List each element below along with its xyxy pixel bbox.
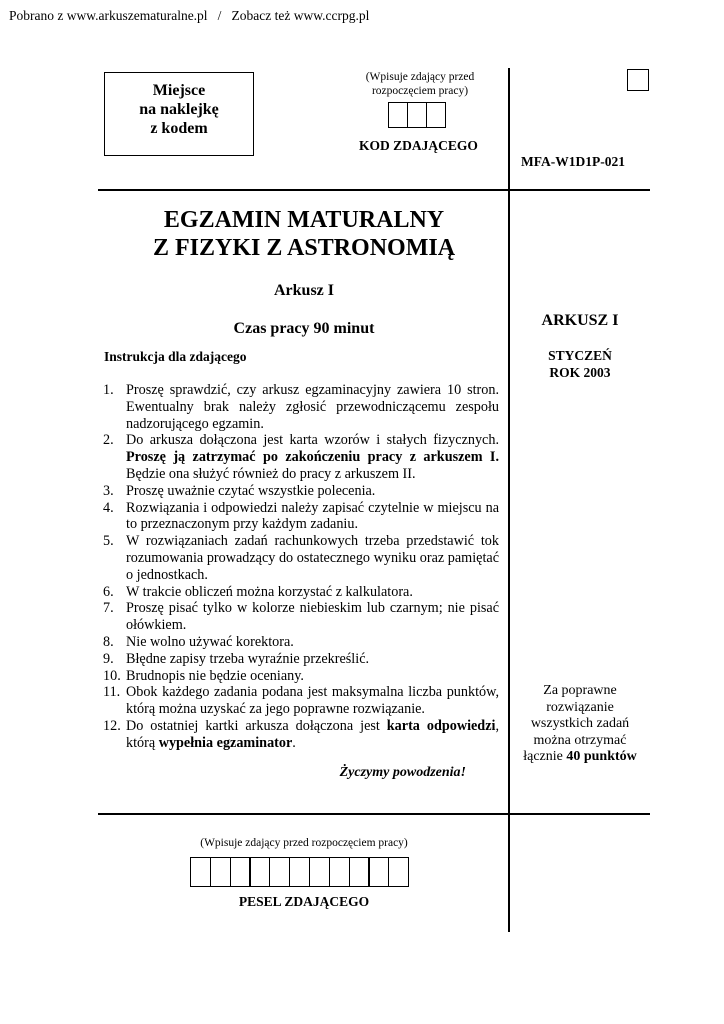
- instruction-emphasis: Proszę ją zatrzymać po zakończeniu pracy z arkuszem I.: [126, 449, 499, 466]
- instruction-number: 4.: [103, 499, 114, 516]
- pesel-digit-box[interactable]: [269, 857, 290, 887]
- instruction-number: 10.: [103, 667, 121, 684]
- points-total-line: [510, 749, 650, 766]
- pesel-digit-box[interactable]: [190, 857, 211, 887]
- pesel-digit-box[interactable]: [388, 857, 409, 887]
- instruction-number: 2.: [103, 432, 114, 449]
- exam-title: [100, 206, 508, 262]
- instruction-item: [103, 651, 499, 668]
- pesel-digit-box[interactable]: [289, 857, 310, 887]
- instruction-text: Brudnopis nie będzie oceniany.: [126, 667, 304, 684]
- pesel-digit-box[interactable]: [210, 857, 231, 887]
- exam-code: MFA-W1D1P-021: [521, 154, 625, 169]
- instruction-text: Nie wolno używać korektora.: [126, 633, 294, 650]
- instruction-text: Będzie ona służyć również do pracy z arkuszem II.: [126, 465, 416, 482]
- points-line: Za poprawne: [543, 683, 617, 698]
- pesel-digit-box[interactable]: [249, 857, 270, 887]
- instructions-list: [103, 382, 499, 752]
- instruction-text: W trakcie obliczeń można korzystać z kalkulatora.: [126, 583, 413, 600]
- title-line: Z FIZYKI Z ASTRONOMIĄ: [152, 235, 456, 261]
- instruction-text: .: [292, 734, 296, 751]
- corner-checkbox[interactable]: [627, 69, 649, 91]
- instruction-text: Do arkusza dołączona jest karta wzorów i stałych fizycznych.: [126, 432, 499, 449]
- instruction-text: Do ostatniej kartki arkusza dołączona jest: [126, 717, 387, 734]
- code-digit-box[interactable]: [388, 102, 408, 128]
- side-points-info: [510, 683, 650, 766]
- instruction-item: [103, 483, 499, 500]
- instruction-emphasis: karta odpowiedzi: [386, 717, 496, 734]
- points-prefix: łącznie: [523, 749, 567, 764]
- points-line: rozwiązanie: [546, 699, 614, 715]
- date-month: STYCZEŃ: [548, 348, 612, 363]
- bottom-divider: [98, 813, 650, 815]
- instruction-number: 9.: [103, 650, 114, 667]
- title-line: EGZAMIN MATURALNY: [163, 207, 445, 233]
- pesel-digit-box[interactable]: [349, 857, 370, 887]
- side-date: [510, 347, 650, 381]
- top-divider: [98, 189, 650, 191]
- instruction-number: 11.: [103, 684, 121, 701]
- instruction-number: 7.: [103, 600, 114, 617]
- pesel-digit-box[interactable]: [329, 857, 350, 887]
- candidate-code-boxes[interactable]: [388, 102, 446, 128]
- sticker-line: Miejsce: [152, 82, 206, 99]
- instruction-text: W rozwiązaniach zadań rachunkowych trzeba przedstawić tok rozumowania prowadzący do ostatecznego wyniku oraz pamiętać o jednostkach.: [126, 533, 499, 583]
- instruction-text: Proszę sprawdzić, czy arkusz egzaminacyjny zawiera 10 stron. Ewentualny brak należy zgłosić przewodniczącemu zespołu nadzorującego egzamin.: [126, 382, 499, 432]
- instruction-number: 6.: [103, 583, 114, 600]
- note-line: (Wpisuje zdający przed: [365, 71, 475, 83]
- pesel-digit-box[interactable]: [309, 857, 330, 887]
- sticker-line: na naklejkę: [139, 101, 219, 118]
- points-line: można otrzymać: [533, 732, 627, 748]
- code-digit-box[interactable]: [407, 102, 427, 128]
- instruction-number: 3.: [103, 482, 114, 499]
- vertical-divider: [508, 68, 510, 932]
- note-line: rozpoczęciem pracy): [371, 85, 469, 97]
- instruction-item: [103, 668, 499, 685]
- source-line: Pobrano z www.arkuszematuralne.pl / Zobacz też www.ccrpg.pl: [9, 8, 370, 23]
- instruction-number: 1.: [103, 382, 114, 398]
- points-total: 40 punktów: [566, 749, 637, 764]
- candidate-code-note: [340, 70, 500, 98]
- instruction-item: [103, 432, 499, 482]
- instruction-emphasis: wypełnia egzaminator: [158, 734, 293, 751]
- instructions-heading: Instrukcja dla zdającego: [104, 349, 247, 364]
- duration-label: Czas pracy 90 minut: [233, 320, 375, 337]
- pesel-label: PESEL ZDAJĄCEGO: [238, 894, 370, 909]
- instruction-item: [103, 634, 499, 651]
- code-digit-box[interactable]: [426, 102, 446, 128]
- instruction-item: [103, 533, 499, 583]
- instruction-item: [103, 600, 499, 634]
- instruction-item: [103, 584, 499, 601]
- side-sheet-label: ARKUSZ I: [541, 312, 619, 329]
- instruction-item: [103, 382, 499, 432]
- instruction-text: Proszę uważnie czytać wszystkie polecenia.: [126, 482, 376, 499]
- instruction-number: 12.: [103, 717, 121, 734]
- pesel-digit-box[interactable]: [230, 857, 251, 887]
- sticker-placeholder: [104, 72, 254, 156]
- instruction-item: [103, 500, 499, 534]
- pesel-boxes[interactable]: [190, 857, 409, 887]
- sticker-line: z kodem: [150, 120, 208, 137]
- good-luck-text: Życzymy powodzenia!: [339, 765, 466, 780]
- pesel-note: (Wpisuje zdający przed rozpoczęciem pracy): [200, 837, 408, 849]
- instruction-text: Obok każdego zadania podana jest maksymalna liczba punktów, którą można uzyskać za jego poprawne rozwiązanie.: [126, 684, 499, 718]
- points-line: wszystkich zadań: [530, 716, 630, 731]
- candidate-code-label: KOD ZDAJĄCEGO: [359, 138, 478, 153]
- date-year: ROK 2003: [549, 365, 611, 380]
- instruction-number: 8.: [103, 633, 114, 650]
- instruction-item: [103, 684, 499, 718]
- instruction-item: [103, 718, 499, 752]
- instruction-text: , którą: [126, 717, 499, 751]
- instruction-text: Błędne zapisy trzeba wyraźnie przekreślić.: [126, 650, 370, 667]
- instruction-text: Proszę pisać tylko w kolorze niebieskim lub czarnym; nie pisać ołówkiem.: [126, 600, 499, 634]
- sheet-label: Arkusz I: [273, 282, 334, 299]
- instruction-number: 5.: [103, 533, 114, 550]
- instruction-text: Rozwiązania i odpowiedzi należy zapisać czytelnie w miejscu na to przeznaczonym przy każdym zadaniu.: [126, 499, 499, 533]
- pesel-digit-box[interactable]: [368, 857, 389, 887]
